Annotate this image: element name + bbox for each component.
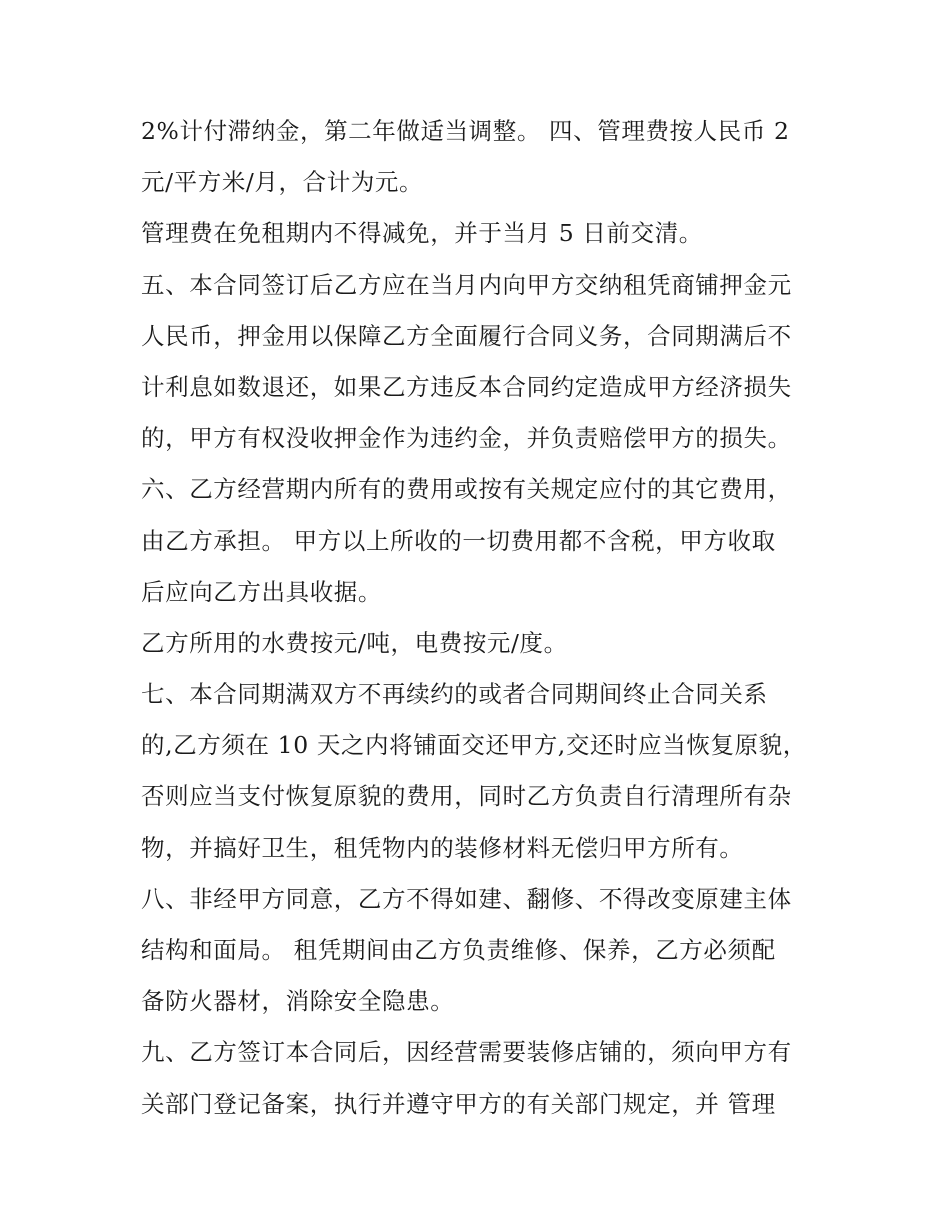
text-line: 的，甲方有权没收押金作为违约金，并负责赔偿甲方的损失。 xyxy=(141,424,792,453)
text-line: 否则应当支付恢复原貌的费用，同时乙方负责自行清理所有杂 xyxy=(141,782,792,811)
text-line: 乙方所用的水费按元/吨，电费按元/度。 xyxy=(141,628,568,657)
text-line: 九、乙方签订本合同后，因经营需要装修店铺的，须向甲方有 xyxy=(141,1038,792,1067)
text-line: 七、本合同期满双方不再续约的或者合同期间终止合同关系 xyxy=(141,680,768,709)
text-line: 备防火器材，消除安全隐患。 xyxy=(141,987,455,1016)
text-line: 元/平方米/月，合计为元。 xyxy=(141,168,424,197)
text-line: 六、乙方经营期内所有的费用或按有关规定应付的其它费用， xyxy=(141,475,792,504)
text-line: 由乙方承担。 甲方以上所收的一切费用都不含税，甲方收取 xyxy=(141,526,776,555)
document-body xyxy=(141,106,813,1130)
text-line: 人民币，押金用以保障乙方全面履行合同义务，合同期满后不 xyxy=(141,321,792,350)
text-line: 八、非经甲方同意，乙方不得如建、翻修、不得改变原建主体 xyxy=(141,884,792,913)
text-line: 计利息如数退还，如果乙方违反本合同约定造成甲方经济损失 xyxy=(141,372,792,401)
text-line: 五、本合同签订后乙方应在当月内向甲方交纳租凭商铺押金元 xyxy=(141,270,792,299)
text-line: 的,乙方须在 10 天之内将铺面交还甲方,交还时应当恢复原貌， xyxy=(141,731,807,760)
text-line: 关部门登记备案，执行并遵守甲方的有关部门规定，并 管理 xyxy=(141,1089,776,1118)
text-line: 2%计付滞纳金，第二年做适当调整。 四、管理费按人民币 2 xyxy=(141,117,790,145)
text-line: 结构和面局。 租凭期间由乙方负责维修、保养，乙方必须配 xyxy=(141,936,776,964)
text-line: 管理费在免租期内不得减免，并于当月 5 日前交清。 xyxy=(141,219,703,248)
text-line: 后应向乙方出具收据。 xyxy=(141,577,382,606)
text-line: 物，并搞好卫生，租凭物内的装修材料无偿归甲方所有。 xyxy=(141,833,744,862)
